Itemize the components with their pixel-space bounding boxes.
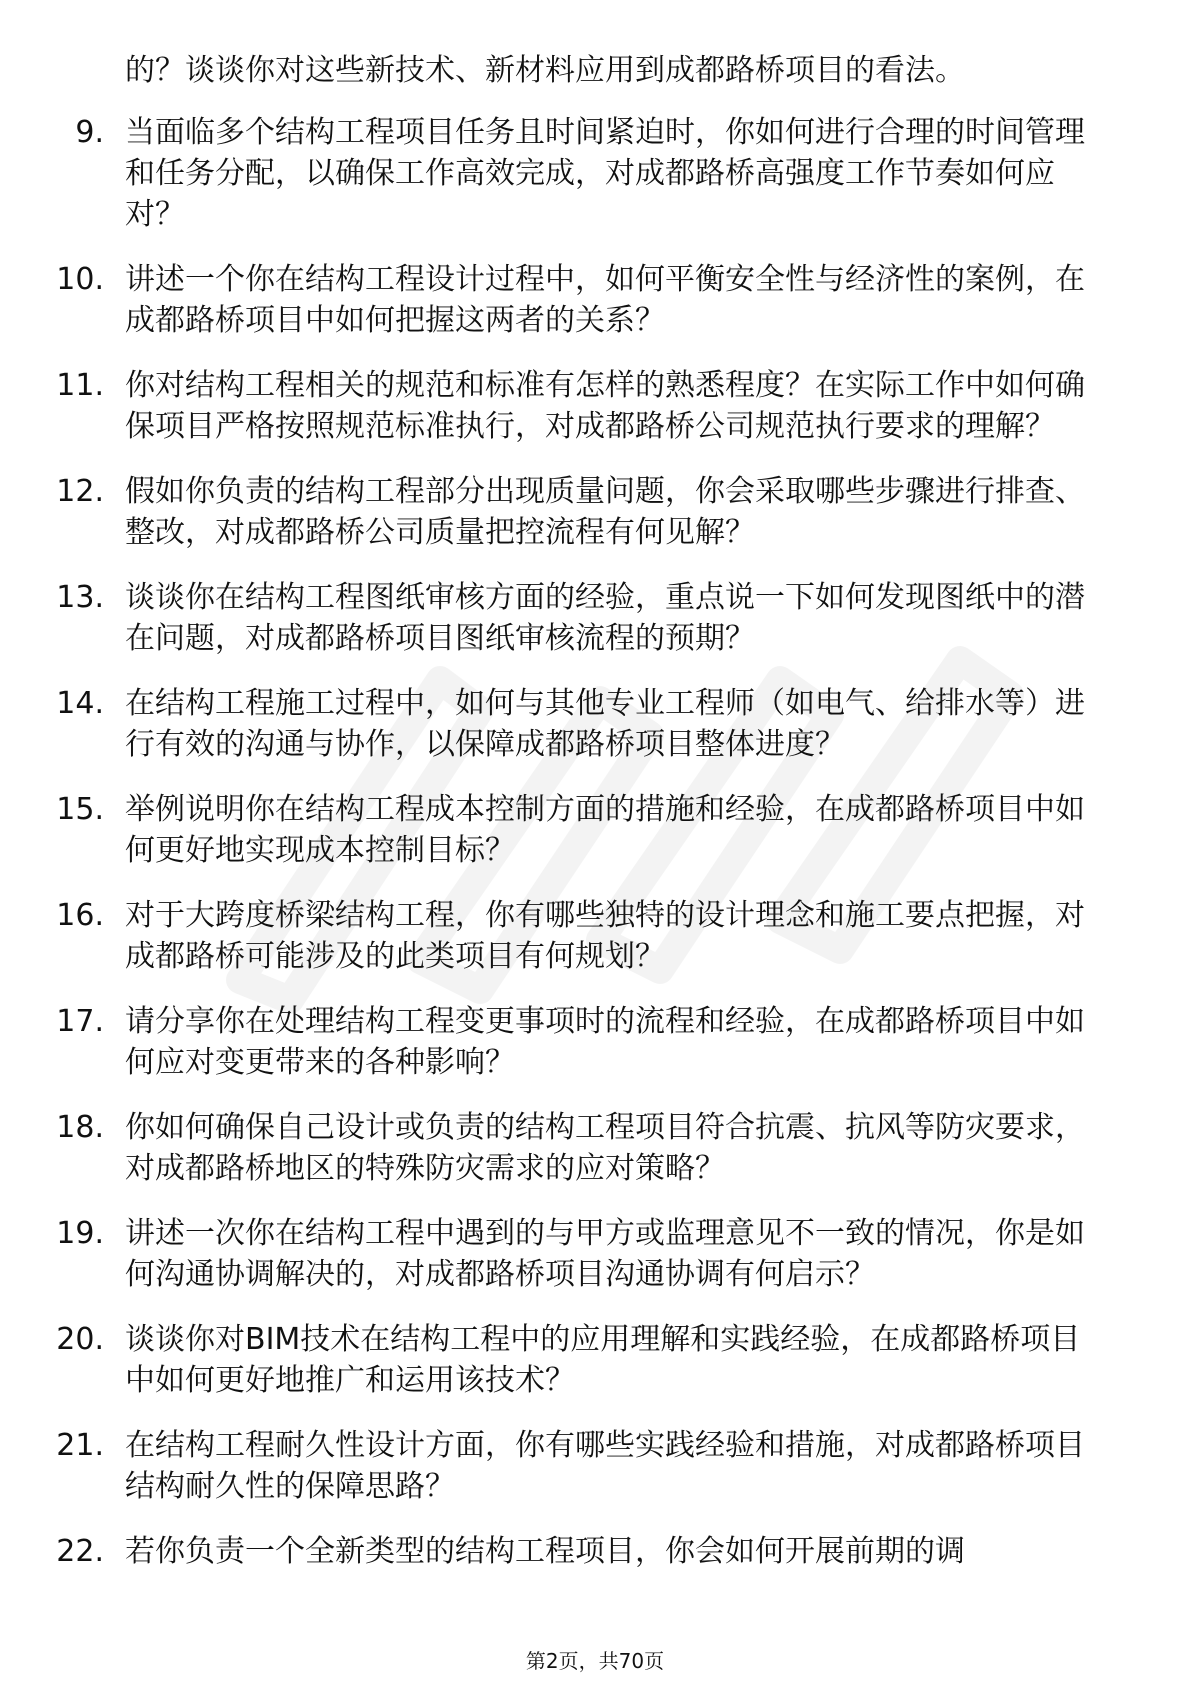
page-number-footer: 第2页，共70页 xyxy=(525,1649,665,1673)
question-number: 19. xyxy=(56,1216,104,1251)
list-item xyxy=(0,1319,1190,1401)
question-text: 请分享你在处理结构工程变更事项时的流程和经验，在成都路桥项目中如何应对变更带来的各种影响？ xyxy=(125,1004,1085,1080)
question-number: 20. xyxy=(56,1322,104,1357)
question-number: 15. xyxy=(56,792,104,827)
list-item xyxy=(0,683,1190,765)
question-text: 若你负责一个全新类型的结构工程项目，你会如何开展前期的调 xyxy=(125,1534,965,1569)
question-list xyxy=(0,112,1190,1596)
list-item xyxy=(0,471,1190,553)
question-number: 11. xyxy=(56,368,104,403)
question-number: 17. xyxy=(56,1004,104,1039)
question-number: 9. xyxy=(75,115,104,150)
question-text: 你如何确保自己设计或负责的结构工程项目符合抗震、抗风等防灾要求，对成都路桥地区的特殊防灾需求的应对策略？ xyxy=(125,1110,1085,1186)
list-item xyxy=(0,789,1190,871)
question-text: 对于大跨度桥梁结构工程，你有哪些独特的设计理念和施工要点把握，对成都路桥可能涉及的此类项目有何规划？ xyxy=(125,898,1085,974)
question-number: 18. xyxy=(56,1110,104,1145)
question-number: 16. xyxy=(56,898,104,933)
list-item xyxy=(0,1001,1190,1083)
question-text: 讲述一次你在结构工程中遇到的与甲方或监理意见不一致的情况，你是如何沟通协调解决的，对成都路桥项目沟通协调有何启示？ xyxy=(125,1216,1085,1292)
list-item xyxy=(0,365,1190,447)
question-text: 在结构工程施工过程中，如何与其他专业工程师（如电气、给排水等）进行有效的沟通与协作，以保障成都路桥项目整体进度？ xyxy=(125,686,1085,762)
list-item xyxy=(0,1425,1190,1507)
question-text: 当面临多个结构工程项目任务且时间紧迫时，你如何进行合理的时间管理和任务分配，以确保工作高效完成，对成都路桥高强度工作节奏如何应对？ xyxy=(125,115,1085,232)
list-item xyxy=(0,1531,1190,1572)
question-number: 14. xyxy=(56,686,104,721)
question-text: 举例说明你在结构工程成本控制方面的措施和经验，在成都路桥项目中如何更好地实现成本控制目标？ xyxy=(125,792,1085,868)
list-item xyxy=(0,1213,1190,1295)
question-text: 谈谈你在结构工程图纸审核方面的经验，重点说一下如何发现图纸中的潜在问题，对成都路桥项目图纸审核流程的预期？ xyxy=(125,580,1085,656)
list-item xyxy=(0,112,1190,235)
question-text: 谈谈你对BIM技术在结构工程中的应用理解和实践经验，在成都路桥项目中如何更好地推广和运用该技术？ xyxy=(125,1322,1081,1398)
question-text: 假如你负责的结构工程部分出现质量问题，你会采取哪些步骤进行排查、整改，对成都路桥公司质量把控流程有何见解？ xyxy=(125,474,1085,550)
question-text: 讲述一个你在结构工程设计过程中，如何平衡安全性与经济性的案例，在成都路桥项目中如何把握这两者的关系？ xyxy=(125,262,1085,338)
question-text: 在结构工程耐久性设计方面，你有哪些实践经验和措施，对成都路桥项目结构耐久性的保障思路？ xyxy=(125,1428,1085,1504)
list-item xyxy=(0,577,1190,659)
list-item xyxy=(0,259,1190,341)
question-number: 22. xyxy=(56,1534,104,1569)
question-text: 你对结构工程相关的规范和标准有怎样的熟悉程度？在实际工作中如何确保项目严格按照规范标准执行，对成都路桥公司规范执行要求的理解？ xyxy=(125,368,1085,444)
question-number: 21. xyxy=(56,1428,104,1463)
question-number: 12. xyxy=(56,474,104,509)
list-item xyxy=(0,1107,1190,1189)
question-number: 10. xyxy=(56,262,104,297)
continued-question-text: 的？谈谈你对这些新技术、新材料应用到成都路桥项目的看法。 xyxy=(125,53,965,88)
list-item xyxy=(0,895,1190,977)
question-number: 13. xyxy=(56,580,104,615)
